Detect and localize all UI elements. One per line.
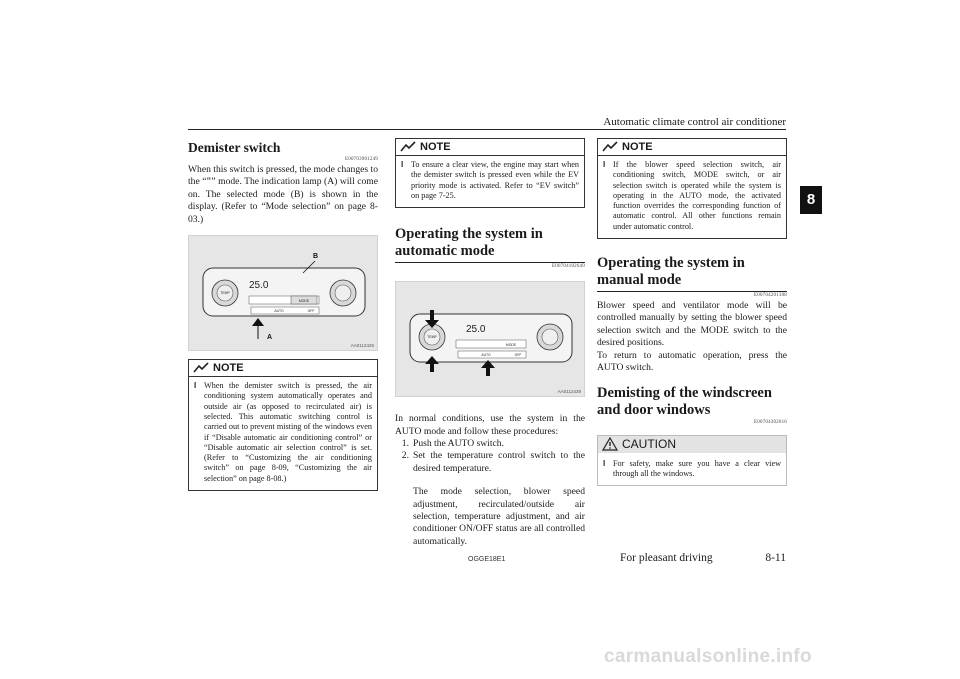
- note-hand-icon: [193, 362, 209, 374]
- column-middle: [395, 138, 585, 548]
- section-title-manual: Operating the system in manual mode: [597, 249, 787, 292]
- step-item: [395, 450, 585, 475]
- note-title: NOTE: [622, 141, 653, 153]
- note-title: NOTE: [213, 362, 244, 375]
- note-hand-icon: [400, 141, 416, 153]
- note-box-ev: [395, 138, 585, 208]
- caution-title: CAUTION: [622, 437, 676, 452]
- demister-body: When this switch is pressed, the mode changes to the “🙶” mode. The indication lamp (A) will come on. The selected mode (B) is shown in the display. (Refer to “Mode selection” on page 8-03.): [188, 164, 378, 225]
- column-left: [188, 134, 378, 491]
- section-title-demisting: Demisting of the windscreen and door windows: [597, 384, 772, 418]
- section-title-demister: Demister switch: [188, 140, 281, 155]
- section-code: E00703901249: [345, 157, 378, 162]
- label-a: A: [267, 334, 273, 342]
- off-button-label: OFF: [307, 309, 315, 314]
- note-bullet: [194, 381, 372, 484]
- note-bullet-text: If the blower speed selection switch, air conditioning switch, MODE switch, or air selection switch is operated while the system is operating in the AUTO mode, the activated function overrides the corresponding function of automatic control. All other functions remain under automatic control.: [613, 160, 781, 231]
- panel-illustration: [189, 236, 379, 352]
- auto-button-label: AUTO: [274, 309, 284, 314]
- manual-body-2: To return to automatic operation, press the AUTO switch.: [597, 349, 787, 374]
- figure-id: AA0112439: [557, 389, 581, 395]
- bullet-icon: l: [603, 458, 606, 468]
- note-bullet-text: When the demister switch is pressed, the air conditioning system automatically operates and outside air (as opposed to recirculated air) is selected. This automatic switching control is carried out to prevent misting of the windows even if “Disable automatic air conditioning control” or “Disable automatic air selection control” is set. (Refer to “Customizing the air conditioning switch” on page 8-09, “Customizing the air selection” on page 8-08.): [204, 381, 372, 483]
- note-hand-icon: [602, 141, 618, 153]
- display-temperature: 25.0: [249, 280, 269, 292]
- footer-code: OGGE18E1: [468, 556, 506, 563]
- running-head: Automatic climate control air conditioner: [603, 116, 786, 128]
- warning-triangle-icon: [602, 437, 618, 451]
- note-header: [396, 139, 584, 156]
- bullet-icon: l: [603, 160, 606, 169]
- auto-button-label: AUTO: [481, 353, 491, 358]
- label-b: B: [313, 253, 319, 261]
- caution-bullet-text: For safety, make sure you have a clear view through all the windows.: [613, 458, 781, 478]
- caution-bullet: [603, 459, 781, 480]
- auto-intro: In normal conditions, use the system in the AUTO mode and follow these procedures:: [395, 413, 585, 437]
- note-header: [598, 139, 786, 156]
- section-code: E00704102649: [552, 264, 585, 270]
- note-header: [189, 360, 377, 377]
- chapter-tab[interactable]: 8: [800, 186, 822, 214]
- figure-demister-panel: [188, 235, 378, 351]
- display-temperature: 25.0: [466, 324, 486, 336]
- auto-steps: [395, 438, 585, 475]
- temp-label-left: TEMP: [427, 335, 437, 340]
- temp-label-left: TEMP: [220, 291, 230, 296]
- manual-body-1: Blower speed and ventilator mode will be controlled manually by setting the blower speed selection switch and the MODE switch to the desired positions.: [597, 300, 787, 349]
- auto-after: The mode selection, blower speed adjustment, recirculated/outside air selection, temperature adjustment, and air conditioner ON/OFF status are all controlled automatically.: [413, 486, 585, 547]
- bullet-icon: l: [401, 160, 404, 169]
- note-bullet-text: To ensure a clear view, the engine may start when the demister switch is pressed even while the EV priority mode is activated. Refer to “EV switch” on page 7-25.: [411, 160, 579, 200]
- note-title: NOTE: [420, 141, 451, 153]
- caution-box: [597, 435, 787, 487]
- footer-section: For pleasant driving: [620, 552, 713, 564]
- note-box-override: [597, 138, 787, 239]
- bullet-icon: l: [194, 381, 197, 391]
- mode-button-label: MODE: [505, 343, 517, 348]
- step-text: Set the temperature control switch to the desired temperature.: [413, 450, 585, 474]
- mode-button-label: MODE: [298, 299, 310, 304]
- panel-illustration: [396, 282, 586, 398]
- step-number: 1.: [401, 438, 409, 449]
- header-rule: [188, 129, 786, 130]
- section-title-auto: Operating the system in automatic mode: [395, 220, 585, 263]
- column-right: [597, 138, 787, 486]
- figure-auto-panel: [395, 281, 585, 397]
- watermark: carmanualsonline.info: [604, 646, 812, 667]
- figure-id: AA0112426: [350, 343, 374, 349]
- footer-right: [620, 552, 786, 564]
- note-box-demister: [188, 359, 378, 491]
- off-button-label: OFF: [514, 353, 522, 358]
- note-bullet: [401, 160, 579, 201]
- page-number: 8-11: [765, 552, 786, 564]
- caution-header: [598, 436, 786, 453]
- step-number: 2.: [401, 450, 409, 462]
- step-item: [395, 438, 585, 450]
- section-code: E00704201308: [754, 293, 787, 299]
- step-text: Push the AUTO switch.: [413, 438, 504, 449]
- note-bullet: [603, 160, 781, 232]
- section-code: E00704302016: [754, 419, 787, 425]
